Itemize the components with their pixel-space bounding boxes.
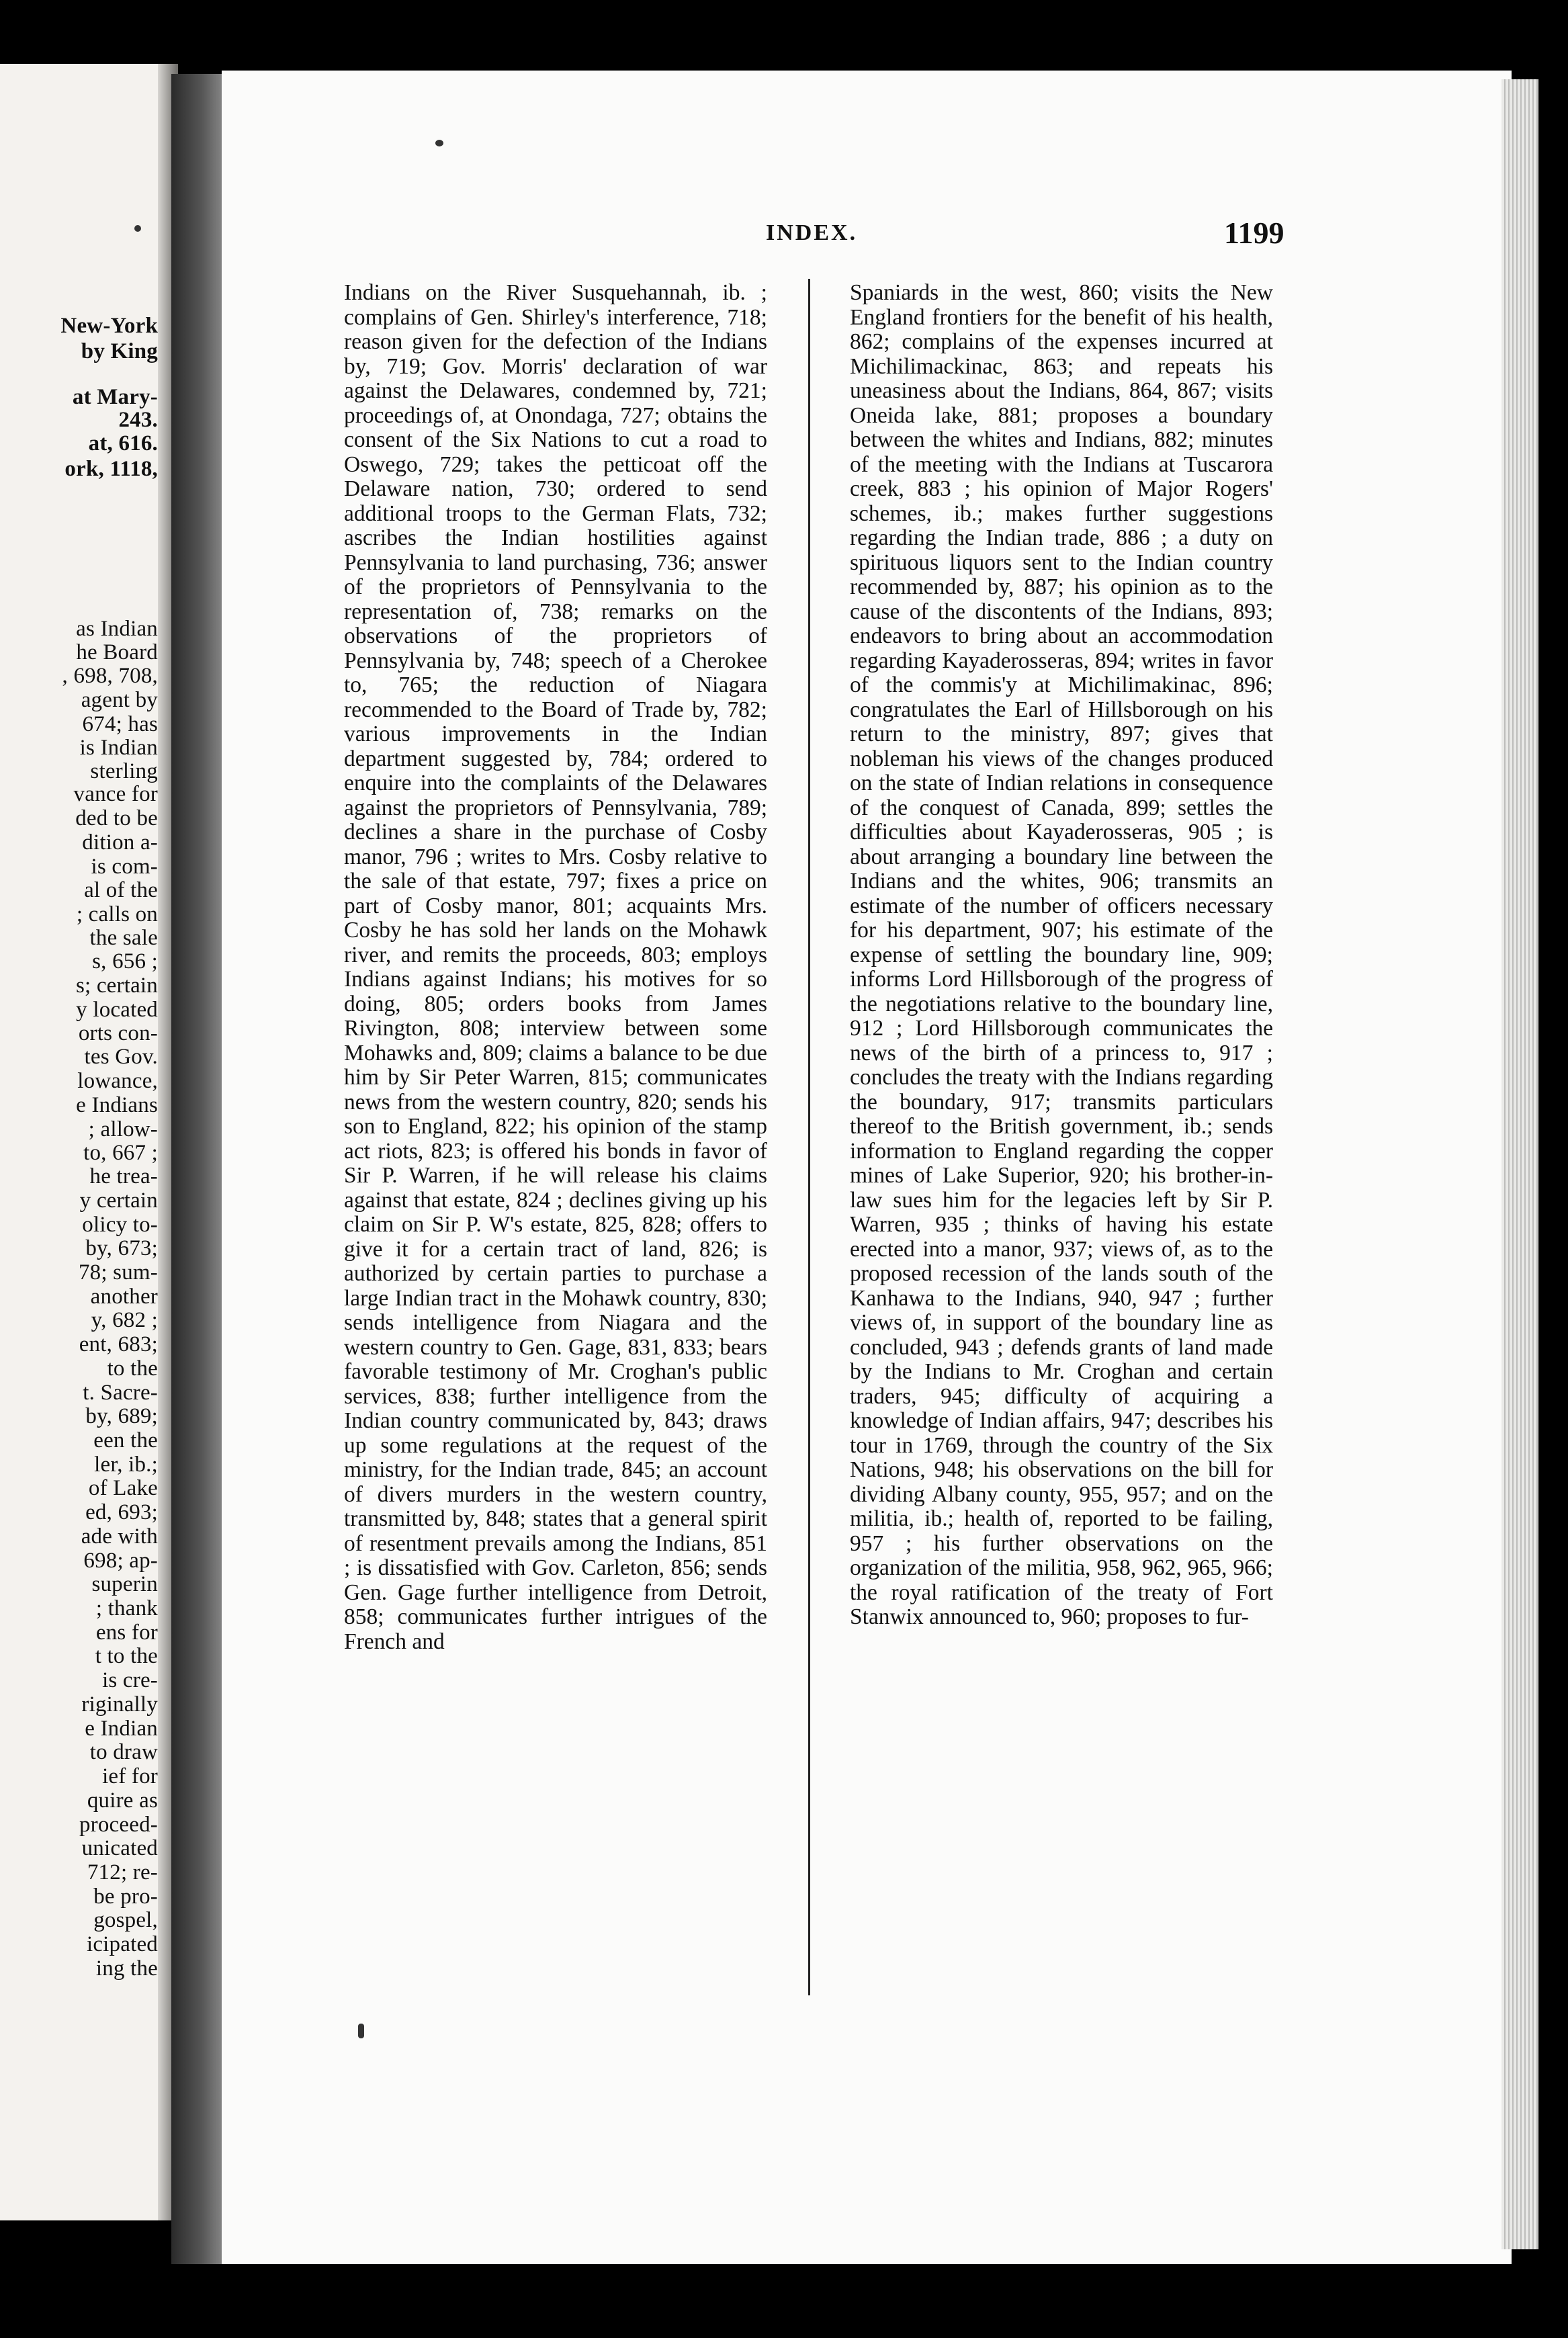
facing-page-line: e Indian — [85, 1717, 158, 1741]
facing-page-line: 78; sum- — [78, 1260, 158, 1285]
facing-page-line: s; certain — [75, 973, 158, 998]
facing-page-line: een the — [93, 1428, 158, 1453]
index-column-right — [850, 281, 1273, 2001]
index-column-left — [344, 281, 767, 2001]
facing-page-line: tes Gov. — [84, 1045, 158, 1069]
facing-page-line: y located — [76, 998, 158, 1022]
facing-page-line: ade with — [81, 1524, 158, 1549]
facing-page-line: ; allow- — [88, 1117, 158, 1141]
ink-speck — [435, 140, 443, 146]
facing-page-line: ler, ib.; — [94, 1453, 158, 1477]
facing-page-line: at Mary- — [72, 385, 158, 409]
facing-page-line: by, 673; — [85, 1236, 158, 1260]
index-entry-text: Indians on the River Susquehannah, ib. ; complains of Gen. Shirley's interference, 718; reason given for the defection of the Indians by, 719; Gov. Morris' declaration of war against the Delawares, condemned by, 721; proceedings of, at Onondaga, 727; obtains the consent of the Six Nations to cut a road to Oswego, 729; takes the petticoat off the Delaware nation, 730; ordered to send additional troops to the German Flats, 732; ascribes the Indian hostilities against Pennsylvania to land purchasing, 736; answer of the proprietors of Pennsylvania to the representation of, 738; remarks on the observations of the proprietors of Pennsylvania by, 748; speech of a Cherokee to, 765; the reduction of Niagara recommended to the Board of Trade by, 782; various improvements in the Indian department suggested by, 784; ordered to enquire into the complaints of the Delawares against the proprietors of Pennsylvania, 789; declines a share in the purchase of Cosby manor, 796 ; writes to Mrs. Cosby relative to the sale of that estate, 797; fixes a price on part of Cosby manor, 801; acquaints Mrs. Cosby he has sold her lands on the Mohawk river, and remits the proceeds, 803; employs Indians against Indians; his motives for so doing, 805; orders books from James Rivington, 808; interview between some Mohawks and, 809; claims a balance to be due him by Sir Peter Warren, 815; communicates news from the western country, 820; sends his son to England, 822; his opinion of the stamp act riots, 823; is offered his bonds in favor of Sir P. Warren, if he will release his claims against that estate, 824 ; declines giving up his claim on Sir P. W's estate, 825, 828; offers to give it for a certain tract of land, 826; is authorized by certain parties to purchase a large Indian tract in the Mohawk country, 830; sends intelligence from Niagara and the western country to Gen. Gage, 831, 833; bears favorable testimony of Mr. Croghan's public services, 838; further intelligence from the Indian country communicated by, 843; draws up some regulations at the request of the ministry, for the Indian trade, 845; an account of divers murders in the western country, transmitted by, 848; states that a general spirit of resentment prevails among the Indians, 851 ; is dissatisfied with Gov. Carleton, 856; sends Gen. Gage further intelligence from Detroit, 858; communicates further intrigues of the French and — [344, 281, 767, 1654]
facing-page-line: riginally — [81, 1692, 158, 1717]
facing-page-line: is com- — [91, 855, 158, 879]
page-edges — [1501, 79, 1538, 2249]
index-entry-text: Spaniards in the west, 860; visits the New England frontiers for the benefit of his health, 862; complains of the expenses incurred at Michilimackinac, 863; and repeats his uneasiness about the Indians, 864, 867; visits Oneida lake, 881; proposes a boundary between the whites and Indians, 882; minutes of the meeting with the Indians at Tuscarora creek, 883 ; his opinion of Major Rogers' schemes, ib.; makes further suggestions regarding the Indian trade, 886 ; a duty on spirituous liquors sent to the Indian country recommended by, 887; his opinion as to the cause of the discontents of the Indians, 893; endeavors to bring about an accommodation regarding Kayaderosseras, 894; writes in favor of the commis'y at Michilimakinac, 896; congratulates the Earl of Hillsborough on his return to the ministry, 897; gives that nobleman his views of the changes produced on the state of Indian relations in consequence of the conquest of Canada, 899; settles the difficulties about Kayaderosseras, 905 ; is about arranging a boundary line between the Indians and the whites, 906; transmits an estimate of the number of officers necessary for his department, 907; his estimate of the expense of settling the boundary line, 909; informs Lord Hillsborough of the progress of the negotiations relative to the boundary line, 912 ; Lord Hillsborough communicates the news of the birth of a princess to, 917 ; concludes the treaty with the Indians regarding the boundary, 917; transmits particulars thereof to the British government, ib.; sends information to England regarding the copper mines of Lake Superior, 920; his brother-in-law sues him for the legacies left by Sir P. Warren, 935 ; thinks of having his estate erected into a manor, 937; views of, as to the proposed recession of the lands south of the Kanhawa to the Indians, 940, 947 ; further views of, in support of the boundary line as concluded, 943 ; defends grants of land made by the Indians to Mr. Croghan and certain traders, 945; difficulty of acquiring a knowledge of Indian affairs, 947; describes his tour in 1769, through the country of the Six Nations, 948; his observations on the bill for dividing Albany county, 955, 957; and on the militia, ib.; health of, reported to be failing, 957 ; his further observations on the organization of the militia, 958, 962, 965, 966; the royal ratification of the treaty of Fort Stanwix announced to, 960; proposes to fur- — [850, 281, 1273, 1629]
facing-page-line: orts con- — [78, 1021, 158, 1045]
facing-page-line: to the — [107, 1356, 158, 1381]
facing-page-line: agent by — [81, 688, 158, 712]
facing-page-line: vance for — [73, 782, 158, 806]
ink-speck — [134, 225, 141, 232]
facing-page-line: 698; ap- — [83, 1549, 158, 1573]
facing-page-line: quire as — [87, 1788, 158, 1813]
facing-page-line: s, 656 ; — [92, 949, 158, 973]
facing-page-line: e Indians — [76, 1093, 158, 1117]
facing-page-line: of Lake — [88, 1476, 158, 1500]
facing-page-line: ork, 1118, — [64, 457, 158, 481]
facing-page-line: y certain — [79, 1188, 158, 1213]
facing-page-line: to draw — [89, 1740, 158, 1764]
facing-page-line: proceed- — [79, 1813, 158, 1837]
running-head: INDEX. — [766, 220, 858, 245]
facing-page-line: by King — [81, 339, 158, 363]
facing-page-line: 712; re- — [87, 1860, 158, 1885]
facing-page-line: is Indian — [79, 736, 158, 760]
facing-page-line: icipated — [86, 1932, 158, 1956]
facing-page-line: dition a- — [82, 830, 158, 855]
facing-page-line: be pro- — [93, 1885, 158, 1909]
facing-page-line: t to the — [95, 1644, 158, 1668]
facing-page-line: sterling — [90, 759, 158, 783]
facing-page-line: the sale — [89, 926, 158, 950]
facing-page-line: New-York — [60, 314, 158, 338]
facing-page — [0, 64, 178, 2220]
facing-page-line: olicy to- — [82, 1213, 158, 1237]
facing-page-line: he Board — [76, 640, 158, 664]
facing-page-line: superin — [91, 1572, 158, 1596]
facing-page-line: as Indian — [76, 617, 158, 641]
facing-page-line: ed, 693; — [85, 1500, 158, 1524]
facing-page-line: ; calls on — [76, 902, 158, 926]
column-rule — [808, 279, 810, 1995]
facing-page-line: ent, 683; — [79, 1332, 158, 1356]
facing-page-line: unicated — [81, 1836, 158, 1860]
facing-page-line: ing the — [95, 1956, 158, 1981]
facing-page-line: gospel, — [93, 1908, 158, 1932]
facing-page-line: , 698, 708, — [62, 664, 158, 688]
facing-page-line: y, 682 ; — [91, 1308, 158, 1332]
facing-page-line: t. Sacre- — [83, 1381, 158, 1405]
facing-page-line: by, 689; — [85, 1404, 158, 1428]
facing-page-line: ; thank — [95, 1596, 158, 1620]
facing-page-line: 243. — [118, 408, 158, 432]
facing-page-line: to, 667 ; — [83, 1141, 158, 1165]
facing-page-line: is cre- — [102, 1668, 158, 1692]
facing-page-line: another — [90, 1285, 158, 1309]
ink-speck — [358, 2024, 364, 2038]
facing-page-line: ens for — [95, 1620, 158, 1645]
facing-page-line: 674; has — [82, 712, 158, 736]
facing-page-line: ief for — [102, 1764, 158, 1788]
facing-page-line: at, 616. — [88, 431, 158, 456]
facing-page-line: lowance, — [77, 1069, 158, 1093]
facing-page-line: he trea- — [89, 1164, 158, 1188]
facing-page-line: al of the — [84, 878, 158, 902]
page-number: 1199 — [1224, 216, 1284, 250]
facing-page-line: ded to be — [75, 806, 158, 830]
